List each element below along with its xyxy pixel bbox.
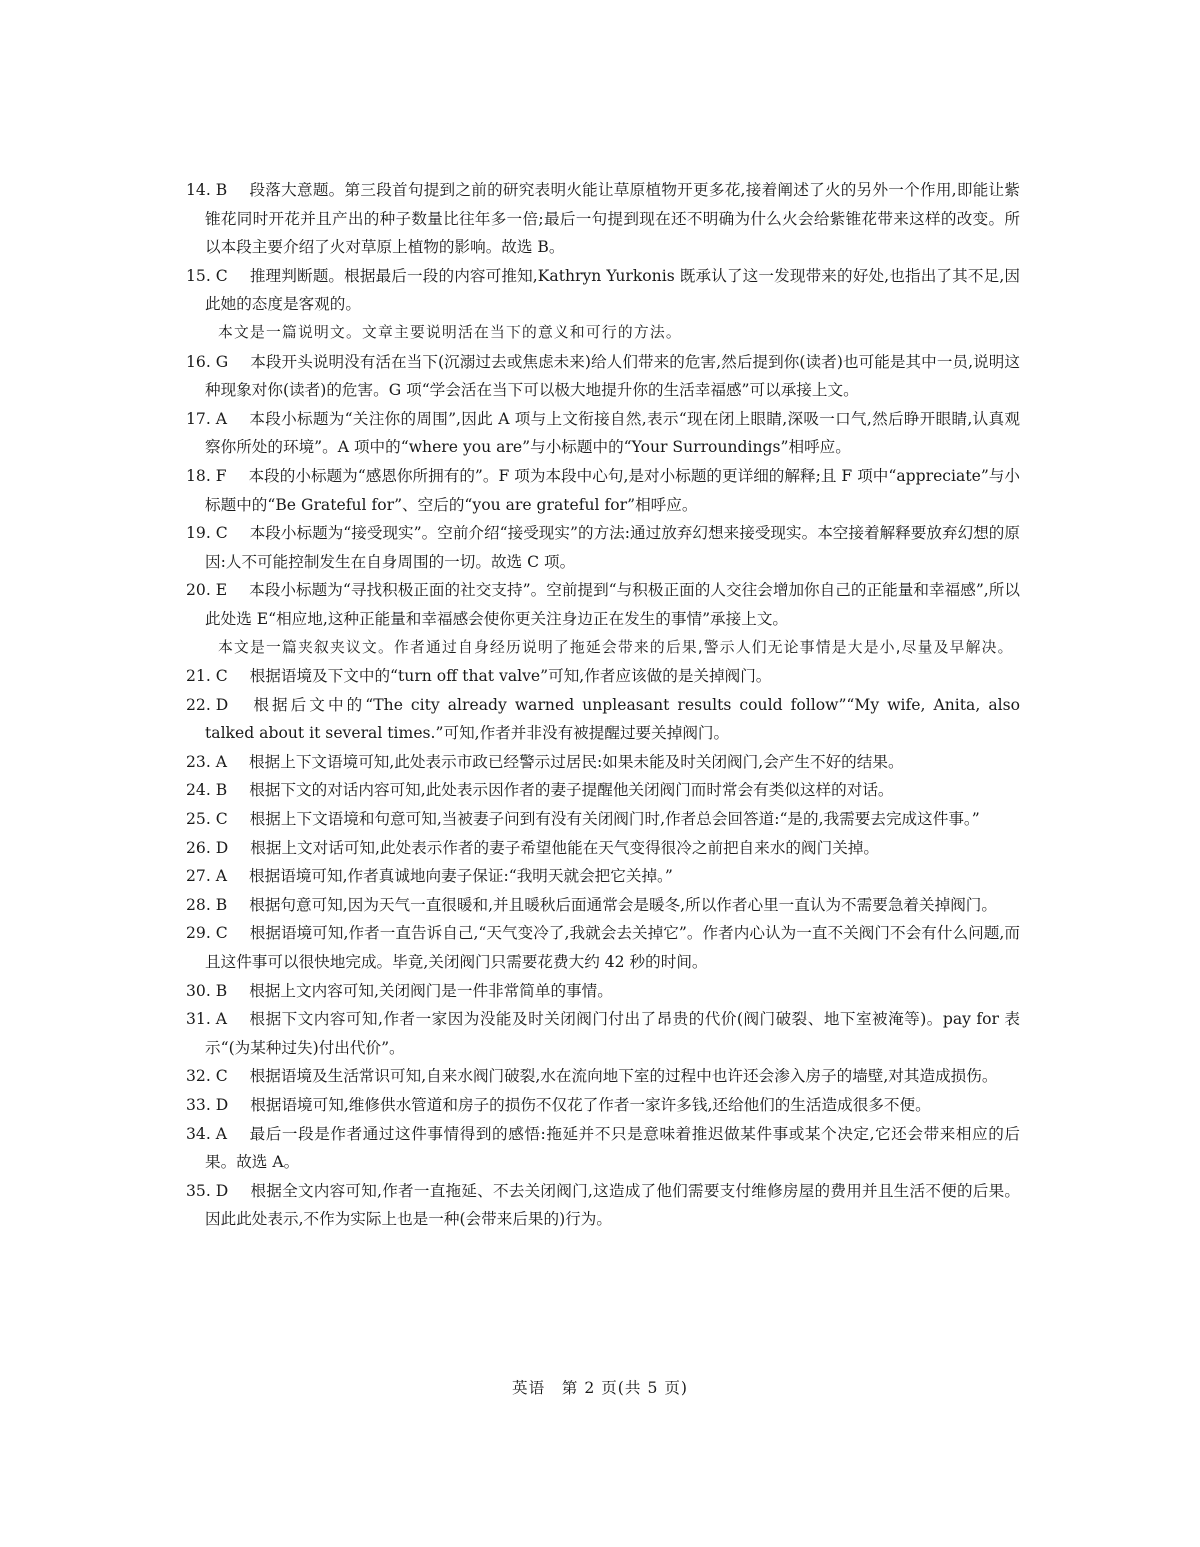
question-number: 19. C [186, 524, 228, 543]
answer-item [186, 919, 1020, 976]
answer-explanation: 根据语境可知,作者真诚地向妻子保证:“我明天就会把它关掉。” [249, 867, 673, 886]
answer-item [186, 1091, 1020, 1120]
answer-explanation: 段落大意题。第三段首句提到之前的研究表明火能让草原植物开更多花,接着阐述了火的另外一个作用,即能让紫锥花同时开花并且产出的种子数量比往年多一倍;最后一句提到现在还不明确为什么火会给紫锥花带来这样的改变。所以本段主要介绍了火对草原上植物的影响。故选 B。 [205, 181, 1020, 257]
answer-item [186, 176, 1020, 262]
answer-item [186, 834, 1020, 863]
answer-key [186, 181, 249, 199]
answer-item [186, 576, 1020, 633]
question-number: 20. E [186, 581, 228, 600]
question-number: 28. B [186, 895, 228, 914]
question-number: 26. D [186, 838, 229, 857]
answer-explanation: 本段开头说明没有活在当下(沉溺过去或焦虑未来)给人们带来的危害,然后提到你(读者)也可能是其中一员,说明这种现象对你(读者)的危害。G 项“学会活在当下可以极大地提升你的生活幸福感”可以承接上文。 [205, 352, 1020, 400]
answer-key [186, 1182, 250, 1200]
answer-explanation: 根据后文中的“The city already warned unpleasant results could follow”“My wife, Anita, also talked about it several times.”可知,作者并非没有被提醒过要关掉阀门。 [205, 695, 1020, 743]
passage-intro-d: 本文是一篇说明文。文章主要说明活在当下的意义和可行的方法。 [218, 323, 682, 341]
answer-item [186, 348, 1020, 405]
answer-explanation: 本段小标题为“关注你的周围”,因此 A 项与上文衔接自然,表示“现在闭上眼睛,深吸一口气,然后睁开眼睛,认真观察你所处的环境”。A 项中的“where you are”与小标题中的“Your Surroundings”相呼应。 [205, 409, 1020, 457]
answer-explanation: 根据上下文语境可知,此处表示市政已经警示过居民:如果未能及时关闭阀门,会产生不好的结果。 [249, 752, 904, 771]
question-number: 22. D [186, 695, 229, 714]
question-number: 30. B [186, 981, 228, 1000]
answer-item [186, 776, 1020, 805]
answer-explanation: 根据上文内容可知,关闭阀门是一件非常简单的事情。 [249, 981, 613, 1000]
answer-item [186, 662, 1020, 691]
answer-explanation: 根据语境及生活常识可知,自来水阀门破裂,水在流向地下室的过程中也许还会渗入房子的墙壁,对其造成损伤。 [249, 1067, 998, 1086]
question-number: 16. G [186, 352, 229, 371]
answer-key [186, 581, 249, 599]
answer-item [186, 405, 1020, 462]
answer-key [186, 982, 249, 1000]
answer-explanation: 根据下文的对话内容可知,此处表示因作者的妻子提醒他关闭阀门而时常会有类似这样的对话。 [249, 781, 894, 800]
answer-key [186, 1067, 250, 1085]
question-number: 15. C [186, 266, 228, 285]
question-number: 29. C [186, 924, 228, 943]
answer-explanation: 根据语境可知,维修供水管道和房子的损伤不仅花了作者一家许多钱,还给他们的生活造成很多不便。 [250, 1096, 931, 1114]
answer-key [186, 353, 250, 371]
question-number: 17. A [186, 409, 228, 428]
answer-explanation: 本段小标题为“接受现实”。空前介绍“接受现实”的方法:通过放弃幻想来接受现实。本空接着解释要放弃幻想的原因:人不可能控制发生在自身周围的一切。故选 C 项。 [205, 524, 1020, 571]
question-number: 24. B [186, 781, 228, 800]
question-number: 31. A [186, 1010, 228, 1029]
question-number: 18. F [186, 466, 227, 485]
question-number: 21. C [186, 667, 228, 686]
answer-item [186, 262, 1020, 319]
answer-explanation: 根据语境及下文中的“turn off that valve”可知,作者应该做的是关掉阀门。 [249, 667, 772, 686]
answer-item [186, 519, 1020, 576]
answer-key [186, 1010, 249, 1028]
answer-key [186, 896, 249, 914]
answer-key [186, 267, 250, 285]
answer-item [186, 1062, 1020, 1091]
answer-item [186, 805, 1020, 834]
passage-intro-cloze: 本文是一篇夹叙夹议文。作者通过自身经历说明了拖延会带来的后果,警示人们无论事情是大是小,尽量及早解决。 [218, 638, 1014, 656]
answer-item [186, 977, 1020, 1006]
question-number: 14. B [186, 181, 228, 199]
answer-explanation: 根据句意可知,因为天气一直很暖和,并且暖秋后面通常会是暖冬,所以作者心里一直认为不需要急着关掉阀门。 [249, 895, 997, 914]
answer-key [186, 753, 249, 771]
answer-item [186, 1177, 1020, 1234]
answer-item [186, 462, 1020, 519]
answer-group-seven-choice [186, 348, 1020, 634]
answer-key [186, 924, 250, 942]
answer-group-cloze [186, 662, 1020, 1234]
answer-key [186, 867, 249, 885]
question-number: 35. D [186, 1181, 229, 1200]
question-number: 25. C [186, 810, 228, 829]
question-number: 34. A [186, 1124, 228, 1143]
answer-key [186, 696, 250, 714]
answer-explanation: 根据全文内容可知,作者一直拖延、不去关闭阀门,这造成了他们需要支付维修房屋的费用并且生活不便的后果。因此此处表示,不作为实际上也是一种(会带来后果的)行为。 [205, 1181, 1020, 1229]
answer-explanation: 推理判断题。根据最后一段的内容可推知,Kathryn Yurkonis 既承认了这一发现带来的好处,也指出了其不足,因此她的态度是客观的。 [205, 266, 1020, 314]
answer-key [186, 781, 249, 799]
answer-explanation: 本段小标题为“寻找积极正面的社交支持”。空前提到“与积极正面的人交往会增加你自己的正能量和幸福感”,所以此处选 E“相应地,这种正能量和幸福感会使你更关注身边正在发生的事情”承接上文。 [205, 581, 1020, 628]
question-number: 27. A [186, 867, 228, 886]
question-number: 32. C [186, 1067, 228, 1086]
answer-item [186, 691, 1020, 748]
answer-item [186, 1005, 1020, 1062]
answer-explanation: 最后一段是作者通过这件事情得到的感悟:拖延并不只是意味着推迟做某件事或某个决定,它还会带来相应的后果。故选 A。 [205, 1124, 1020, 1172]
answer-key [186, 524, 250, 542]
answer-key [186, 467, 249, 485]
question-number: 23. A [186, 752, 228, 771]
page-footer: 英语 第 2 页(共 5 页) [512, 1379, 688, 1397]
answer-key [186, 410, 249, 428]
answer-key [186, 667, 250, 685]
answer-explanation: 根据下文内容可知,作者一家因为没能及时关闭阀门付出了昂贵的代价(阀门破裂、地下室被淹等)。pay for 表示“(为某种过失)付出代价”。 [205, 1010, 1020, 1057]
answer-explanation: 根据语境可知,作者一直告诉自己,“天气变冷了,我就会去关掉它”。作者内心认为一直不关阀门不会有什么问题,而且这件事可以很快地完成。毕竟,关闭阀门只需要花费大约 42 秒的时间。 [205, 924, 1020, 972]
answer-group-reading-c [186, 176, 1020, 319]
answer-explanation: 根据上下文语境和句意可知,当被妻子问到有没有关闭阀门时,作者总会回答道:“是的,我需要去完成这件事。” [249, 810, 980, 829]
answer-key [186, 1096, 250, 1114]
answer-explanation: 本段的小标题为“感恩你所拥有的”。F 项为本段中心句,是对小标题的更详细的解释;且 F 项中“appreciate”与小标题中的“Be Grateful for”、空后的“you are grateful for”相呼应。 [205, 466, 1020, 514]
answer-item [186, 748, 1020, 777]
answer-key [186, 810, 250, 828]
answer-item [186, 862, 1020, 891]
question-number: 33. D [186, 1096, 229, 1114]
answer-item [186, 891, 1020, 920]
answer-key [186, 839, 250, 857]
answer-key [186, 1125, 249, 1143]
answer-list [186, 176, 1020, 1234]
answer-item [186, 1120, 1020, 1177]
answer-explanation: 根据上文对话可知,此处表示作者的妻子希望他能在天气变得很冷之前把自来水的阀门关掉。 [250, 838, 879, 857]
